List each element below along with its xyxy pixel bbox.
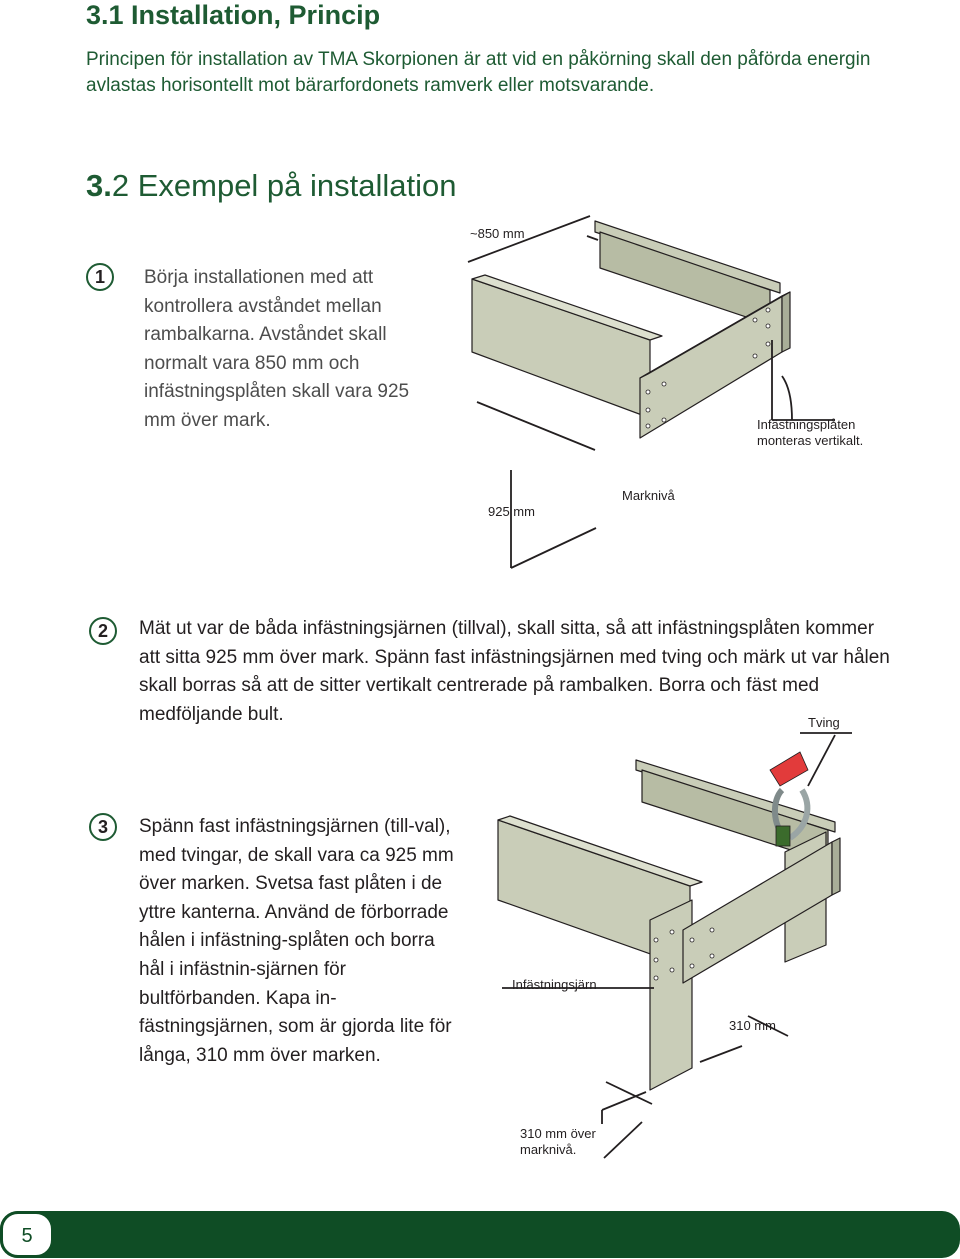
front-rail [472,279,650,418]
step-3-text: Spänn fast infästningsjärnen (till-val), med tvingar, de skall vara ca 925 mm över marken. Svetsa fast plåten i de yttre kanterna. Använd de förborrade hålen i infästning-splåten och borra hål i infästnin-sjärnen för bultförbanden. Kapa in-fästningsjärnen, som är gjorda lite för långa, 310 mm över marken. [139,816,454,1066]
step-2-badge: 2 [89,617,117,645]
dim-310-right-diagonal [700,1046,742,1062]
dim-310-low-diagonal [602,1092,646,1110]
label-dim-925: 925 mm [488,504,535,519]
label-dim-310: 310 mm [729,1018,776,1033]
footer-bar [0,1211,960,1258]
plate-angle-arc [782,376,792,420]
section-title-installation-principle: 3.1 Installation, Princip [86,0,381,30]
section-title-text: 2 Exempel på installation [111,168,457,203]
dim-925-diagonal [511,528,596,568]
figure-1-frame-rails [472,221,790,438]
clamp-leader-diagonal [808,735,835,786]
intro-paragraph: Principen för installation av TMA Skorpionen är att vid en påkörning skall den påförda energin avlastas horisontellt mot bärarfordonets ramverk eller motsvarande. [86,49,871,96]
label-plate-vertical: Infästningsplåten monteras vertikalt. [757,417,864,448]
step-3-badge: 3 [89,813,117,841]
section-number: 3. [86,168,112,203]
label-310-above-ground: 310 mm över marknivå. [520,1126,596,1157]
step-1-badge: 1 [86,263,114,291]
label-bracket: Infästningsjärn [512,977,597,992]
label-clamp: Tving [808,715,840,730]
figure-2-frame-rails [498,760,840,1090]
step-2-text: Mät ut var de båda infästningsjärnen (tillval), skall sitta, så att infästningsplåten kommer att sitta 925 mm över mark. Spänn fast infästningsjärnen med tving och märk ut var hålen skall borras så att de sitter vertikalt centrerade på rambalken. Borra och fäst med medföljande bult. [139,618,890,725]
page-number: 5 [0,1211,54,1258]
mounting-plate-2-side [832,838,840,895]
dim-925-line-upper [477,402,595,450]
label-ground-level: Marknivå [622,488,675,503]
step-1-text: Börja installationen med att kontrollera avståndet mellan rambalkarna. Avståndet skall normalt vara 850 mm och infästningsplåten skall vara 925 mm över mark. [144,267,410,431]
label-dim-850: ~850 mm [470,226,525,241]
mounting-plate-side [782,292,790,352]
